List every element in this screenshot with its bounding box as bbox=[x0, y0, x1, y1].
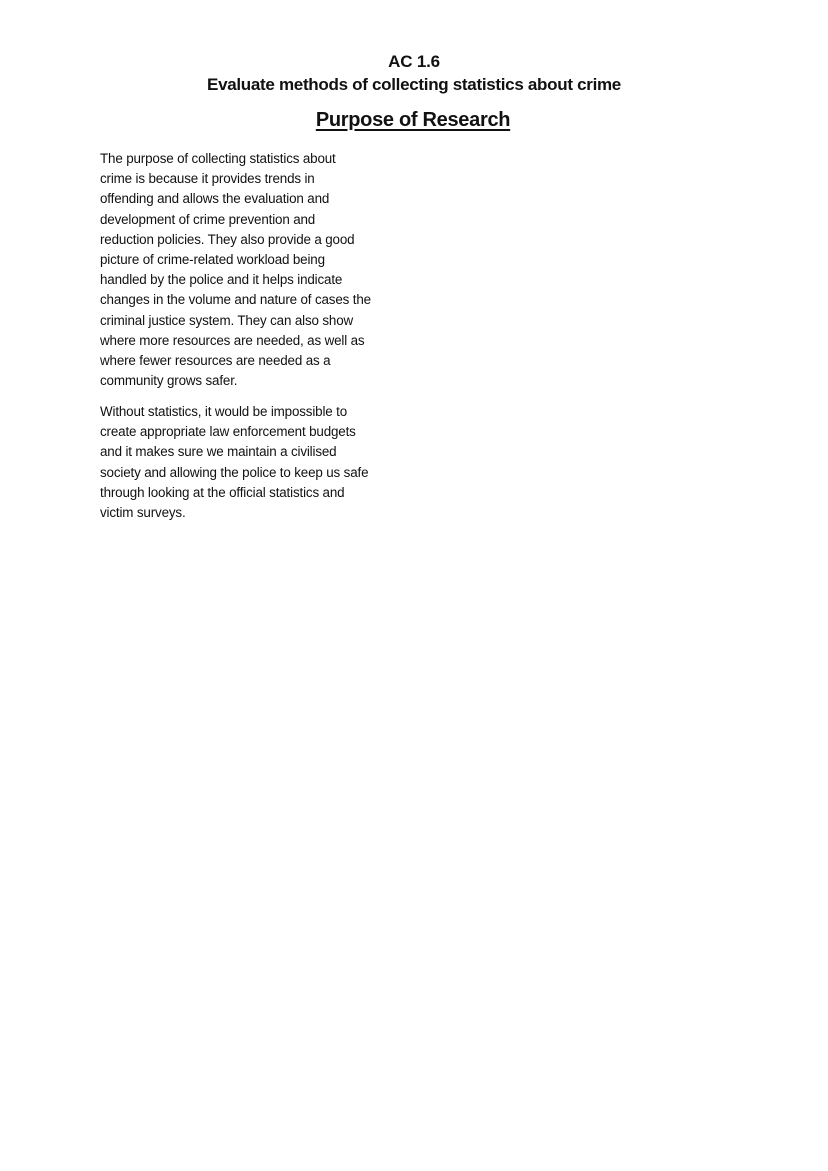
text-line: and it makes sure we maintain a civilised bbox=[100, 444, 337, 460]
document-subtitle: Evaluate methods of collecting statistics about crime bbox=[207, 75, 621, 94]
text-line: victim surveys. bbox=[100, 505, 186, 521]
text-line: community grows safer. bbox=[100, 373, 238, 389]
text-line: handled by the police and it helps indicate bbox=[100, 272, 343, 288]
assessment-code: AC 1.6 bbox=[388, 52, 440, 71]
text-line: create appropriate law enforcement budgets bbox=[100, 424, 356, 440]
text-line: development of crime prevention and bbox=[100, 211, 316, 227]
text-line: reduction policies. They also provide a good bbox=[100, 231, 355, 247]
text-line: crime is because it provides trends in bbox=[100, 171, 315, 187]
text-line: Without statistics, it would be impossible to bbox=[100, 404, 348, 419]
section-heading: Purpose of Research bbox=[315, 109, 511, 131]
text-line: criminal justice system. They can also show bbox=[100, 312, 354, 328]
paragraph-purpose bbox=[100, 149, 400, 391]
text-line: where fewer resources are needed as a bbox=[100, 353, 331, 369]
text-line: picture of crime-related workload being bbox=[100, 252, 325, 268]
text-line: offending and allows the evaluation and bbox=[100, 191, 330, 207]
paragraph-without-statistics bbox=[100, 402, 400, 523]
text-line: The purpose of collecting statistics about bbox=[100, 151, 336, 166]
text-line: where more resources are needed, as well as bbox=[100, 332, 365, 348]
text-line: changes in the volume and nature of cases the bbox=[100, 292, 371, 308]
text-line: society and allowing the police to keep us safe bbox=[100, 464, 369, 480]
text-line: through looking at the official statistics and bbox=[100, 484, 345, 500]
